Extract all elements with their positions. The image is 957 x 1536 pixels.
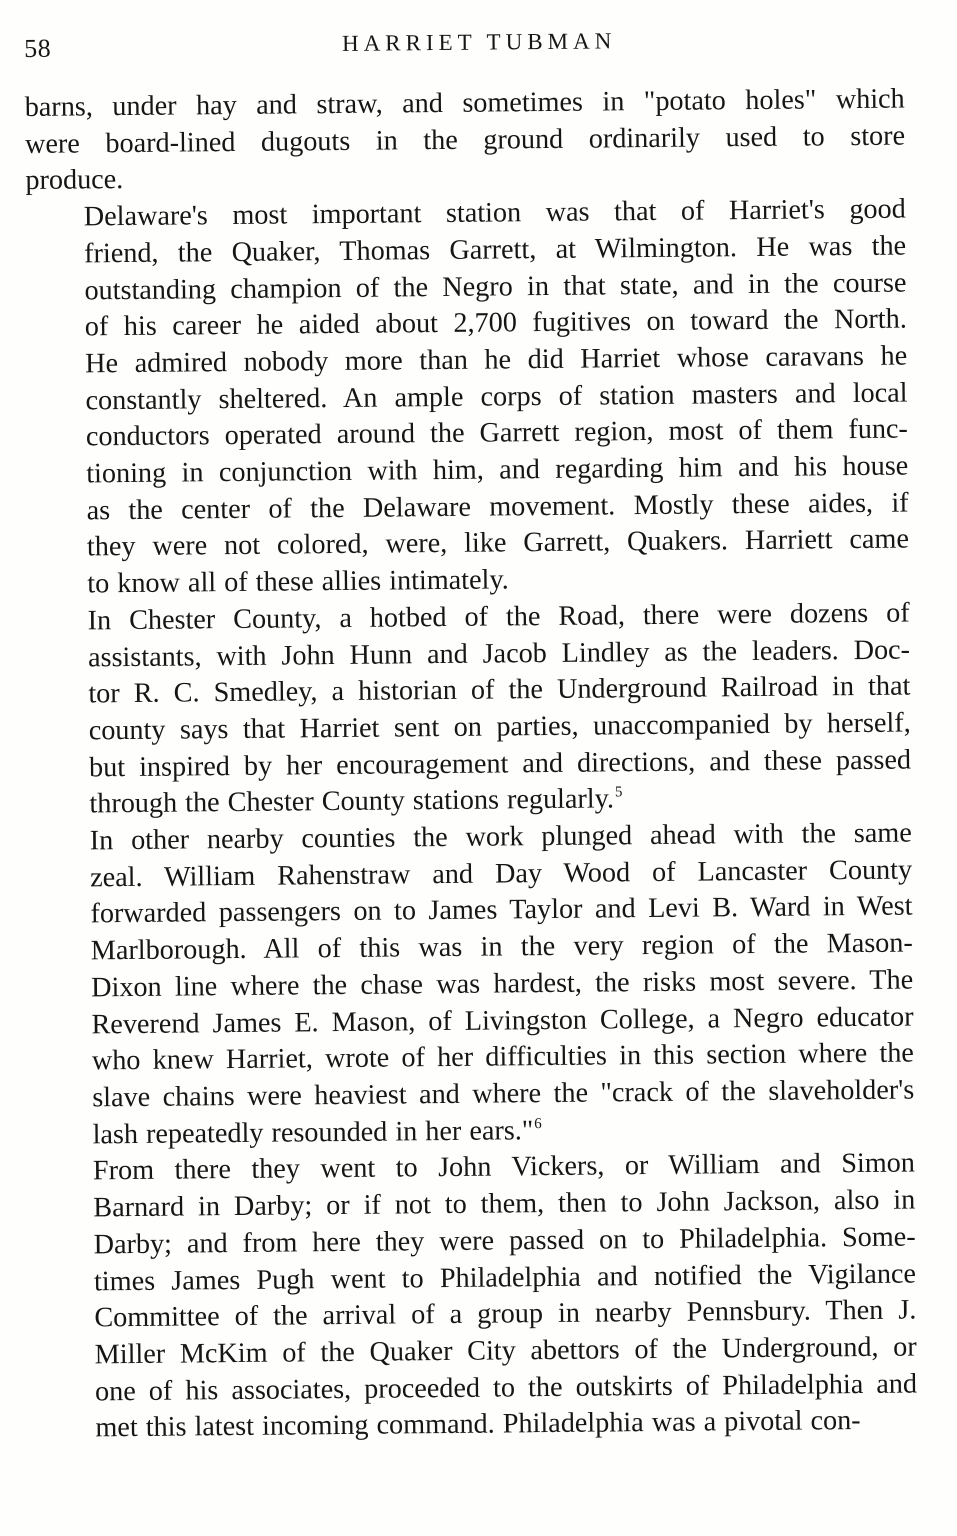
text-line: tioning in conjunction with him, and regarding him and his house (86, 450, 909, 490)
text-line: friend, the Quaker, Thomas Garrett, at Wilmington. He was the (84, 230, 907, 270)
footnote-marker: 6 (534, 1115, 542, 1132)
page-number: 58 (24, 33, 52, 63)
text-line: one of his associates, proceeded to the outskirts of Philadelphia and (94, 1368, 918, 1407)
book-page (24, 22, 918, 1510)
text-line: In other nearby counties the work plunged ahead with the same (89, 817, 912, 857)
text-line: In Chester County, a hotbed of the Road, there were dozens of (87, 597, 910, 637)
text-line: lash repeatedly resounded in her ears."$^6$ (92, 1114, 542, 1151)
footnote-marker: 5 (614, 784, 623, 801)
text-line: through the Chester County stations regularly.$^5$ (89, 783, 623, 820)
text-line: forwarded passengers on to James Taylor and Levi B. Ward in West (90, 890, 913, 930)
paragraph (35, 1146, 918, 1448)
running-title: HARRIET TUBMAN (341, 28, 617, 56)
text-line: Darby; and from here they were passed on to Philadelphia. Some- (93, 1221, 916, 1261)
text-line: met this latest incoming command. Philadelphia was a pivotal con- (95, 1405, 861, 1444)
text-line: conductors operated around the Garrett region, most of them func- (85, 413, 909, 453)
running-head (24, 22, 904, 64)
text-line: produce. (25, 164, 124, 197)
text-line: He admired nobody more than he did Harriet whose caravans he (85, 340, 908, 380)
text-line: zeal. William Rahenstraw and Day Wood of Lancaster County (89, 854, 913, 894)
text-line: constantly sheltered. An ample corps of station masters and local (85, 377, 908, 417)
text-line: to know all of these allies intimately. (87, 564, 509, 600)
text-line: From there they went to John Vickers, or William and Simon (92, 1147, 916, 1187)
text-line: who knew Harriet, wrote of her difficulties in this section where the (91, 1037, 915, 1077)
text-line: they were not colored, were, like Garrett, Quakers. Harriett came (86, 523, 910, 563)
text-line: Barnard in Darby; or if not to them, then to John Jackson, also in (93, 1184, 916, 1224)
text-line: Reverend James E. Mason, of Livingston College, a Negro educator (91, 1001, 914, 1040)
text-line: barns, under hay and straw, and sometimes in "potato holes" which (24, 83, 905, 123)
text-line: Marlborough. All of this was in the very region of the Mason- (90, 927, 913, 967)
text-line: but inspired by her encouragement and directions, and these passed (88, 744, 912, 784)
text-line: slave chains were heaviest and where the "crack of the slaveholder's (92, 1074, 915, 1114)
text-line: of his career he aided about 2,700 fugitives on toward the North. (84, 303, 907, 343)
paragraph (26, 192, 910, 604)
text-line: Dixon line where the chase was hardest, the risks most severe. The (91, 964, 914, 1004)
text-line: as the center of the Delaware movement. Mostly these aides, if (86, 487, 909, 527)
text-line: tor R. C. Smedley, a historian of the Underground Railroad in that (88, 670, 911, 710)
text-line: were board-lined dugouts in the ground ordinarily used to store (24, 120, 906, 160)
paragraph (30, 595, 912, 824)
text-line: outstanding champion of the Negro in that state, and in the course (84, 267, 907, 306)
text-line: assistants, with John Hunn and Jacob Lindley as the leaders. Doc- (87, 634, 911, 673)
text-line: times James Pugh went to Philadelphia and notified the Vigilance (93, 1257, 917, 1297)
paragraph (25, 82, 906, 201)
text-line: Miller McKim of the Quaker City abettors of the Underground, or (94, 1331, 917, 1371)
text-line: Committee of the arrival of a group in nearby Pennsbury. Then J. (94, 1294, 917, 1334)
text-line: Delaware's most important station was that of Harriet's good (83, 193, 906, 233)
text-line: county says that Harriet sent on parties, unaccompanied by herself, (88, 707, 911, 747)
paragraph (32, 816, 915, 1155)
body-text (25, 82, 918, 1448)
